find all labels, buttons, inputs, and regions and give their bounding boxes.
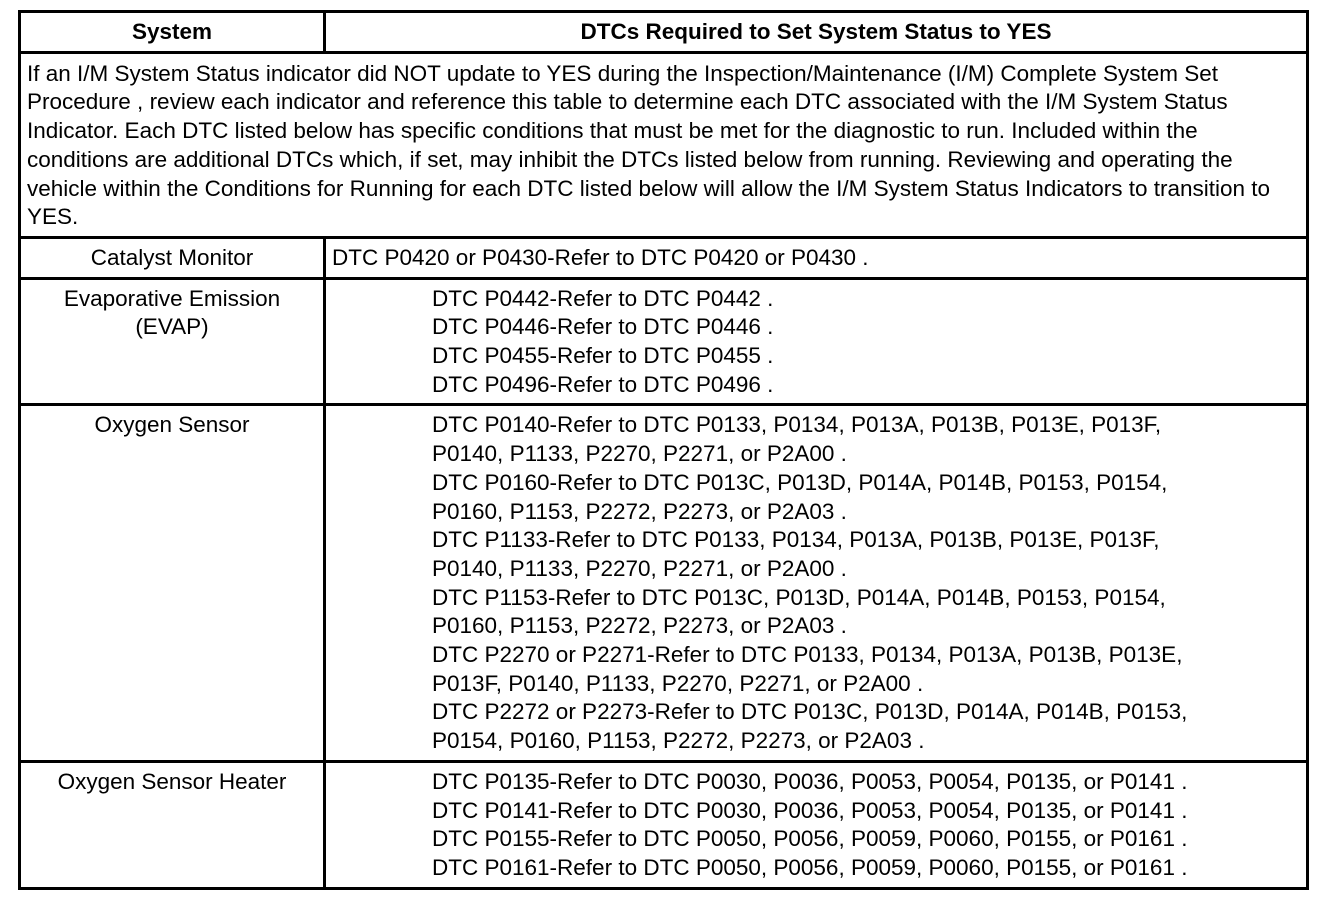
- dtc-line: DTC P1153-Refer to DTC P013C, P013D, P014A, P014B, P0153, P0154,: [432, 584, 1166, 610]
- table-row: [20, 405, 1308, 761]
- dtc-cell: [325, 237, 1308, 278]
- intro-text: If an I/M System Status indicator did NOT update to YES during the Inspection/Maintenance (I/M) Complete System Set Procedure , review each indicator and reference this table to determine each DTC associated with the I/M System Status Indicator. Each DTC listed below has specific conditions that must be met for the diagnostic to run. Included within the conditions are additional DTCs which, if set, may inhibit the DTCs listed below from running. Reviewing and operating the vehicle within the Conditions for Running for each DTC listed below will allow the I/M System Status Indicators to transition to YES.: [20, 52, 1308, 237]
- dtc-line: DTC P0455-Refer to DTC P0455 .: [432, 343, 774, 369]
- dtc-line: DTC P1133-Refer to DTC P0133, P0134, P013A, P013B, P013E, P013F,: [432, 527, 1160, 553]
- table-row: [20, 278, 1308, 405]
- dtc-cell: [325, 405, 1308, 761]
- dtc-line: DTC P0161-Refer to DTC P0050, P0056, P0059, P0060, P0155, or P0161 .: [432, 854, 1188, 880]
- dtc-table: [18, 10, 1309, 890]
- dtc-line: DTC P0446-Refer to DTC P0446 .: [432, 314, 774, 340]
- dtc-line: P013F, P0140, P1133, P2270, P2271, or P2A00 .: [432, 670, 924, 696]
- header-system: System: [20, 12, 325, 53]
- dtc-line: DTC P0135-Refer to DTC P0030, P0036, P0053, P0054, P0135, or P0141 .: [432, 768, 1188, 794]
- header-dtcs: DTCs Required to Set System Status to YES: [325, 12, 1308, 53]
- dtc-line: P0154, P0160, P1153, P2272, P2273, or P2A03 .: [432, 728, 925, 754]
- dtc-line: DTC P0141-Refer to DTC P0030, P0036, P0053, P0054, P0135, or P0141 .: [432, 797, 1188, 823]
- system-cell: Catalyst Monitor: [20, 237, 325, 278]
- dtc-line: P0140, P1133, P2270, P2271, or P2A00 .: [432, 555, 847, 581]
- dtc-line: DTC P0155-Refer to DTC P0050, P0056, P0059, P0060, P0155, or P0161 .: [432, 826, 1188, 852]
- dtc-line: DTC P0160-Refer to DTC P013C, P013D, P014A, P014B, P0153, P0154,: [432, 469, 1168, 495]
- system-cell: Oxygen Sensor Heater: [20, 761, 325, 888]
- dtc-line: P0160, P1153, P2272, P2273, or P2A03 .: [432, 498, 847, 524]
- dtc-line: DTC P0420 or P0430-Refer to DTC P0420 or P0430 .: [332, 244, 869, 270]
- header-row: [20, 12, 1308, 53]
- intro-row: [20, 52, 1308, 237]
- system-label: Evaporative Emission (EVAP): [63, 285, 281, 340]
- table-row: [20, 761, 1308, 888]
- table-row: [20, 237, 1308, 278]
- system-cell: Oxygen Sensor: [20, 405, 325, 761]
- dtc-line: P0160, P1153, P2272, P2273, or P2A03 .: [432, 613, 847, 639]
- dtc-line: DTC P2270 or P2271-Refer to DTC P0133, P0134, P013A, P013B, P013E,: [432, 642, 1183, 668]
- dtc-line: DTC P0442-Refer to DTC P0442 .: [432, 285, 774, 311]
- dtc-line: DTC P2272 or P2273-Refer to DTC P013C, P013D, P014A, P014B, P0153,: [432, 699, 1188, 725]
- dtc-line: DTC P0496-Refer to DTC P0496 .: [432, 371, 774, 397]
- dtc-line: DTC P0140-Refer to DTC P0133, P0134, P013A, P013B, P013E, P013F,: [432, 412, 1162, 438]
- dtc-cell: [325, 278, 1308, 405]
- dtc-cell: [325, 761, 1308, 888]
- system-cell: [20, 278, 325, 405]
- dtc-line: P0140, P1133, P2270, P2271, or P2A00 .: [432, 441, 847, 467]
